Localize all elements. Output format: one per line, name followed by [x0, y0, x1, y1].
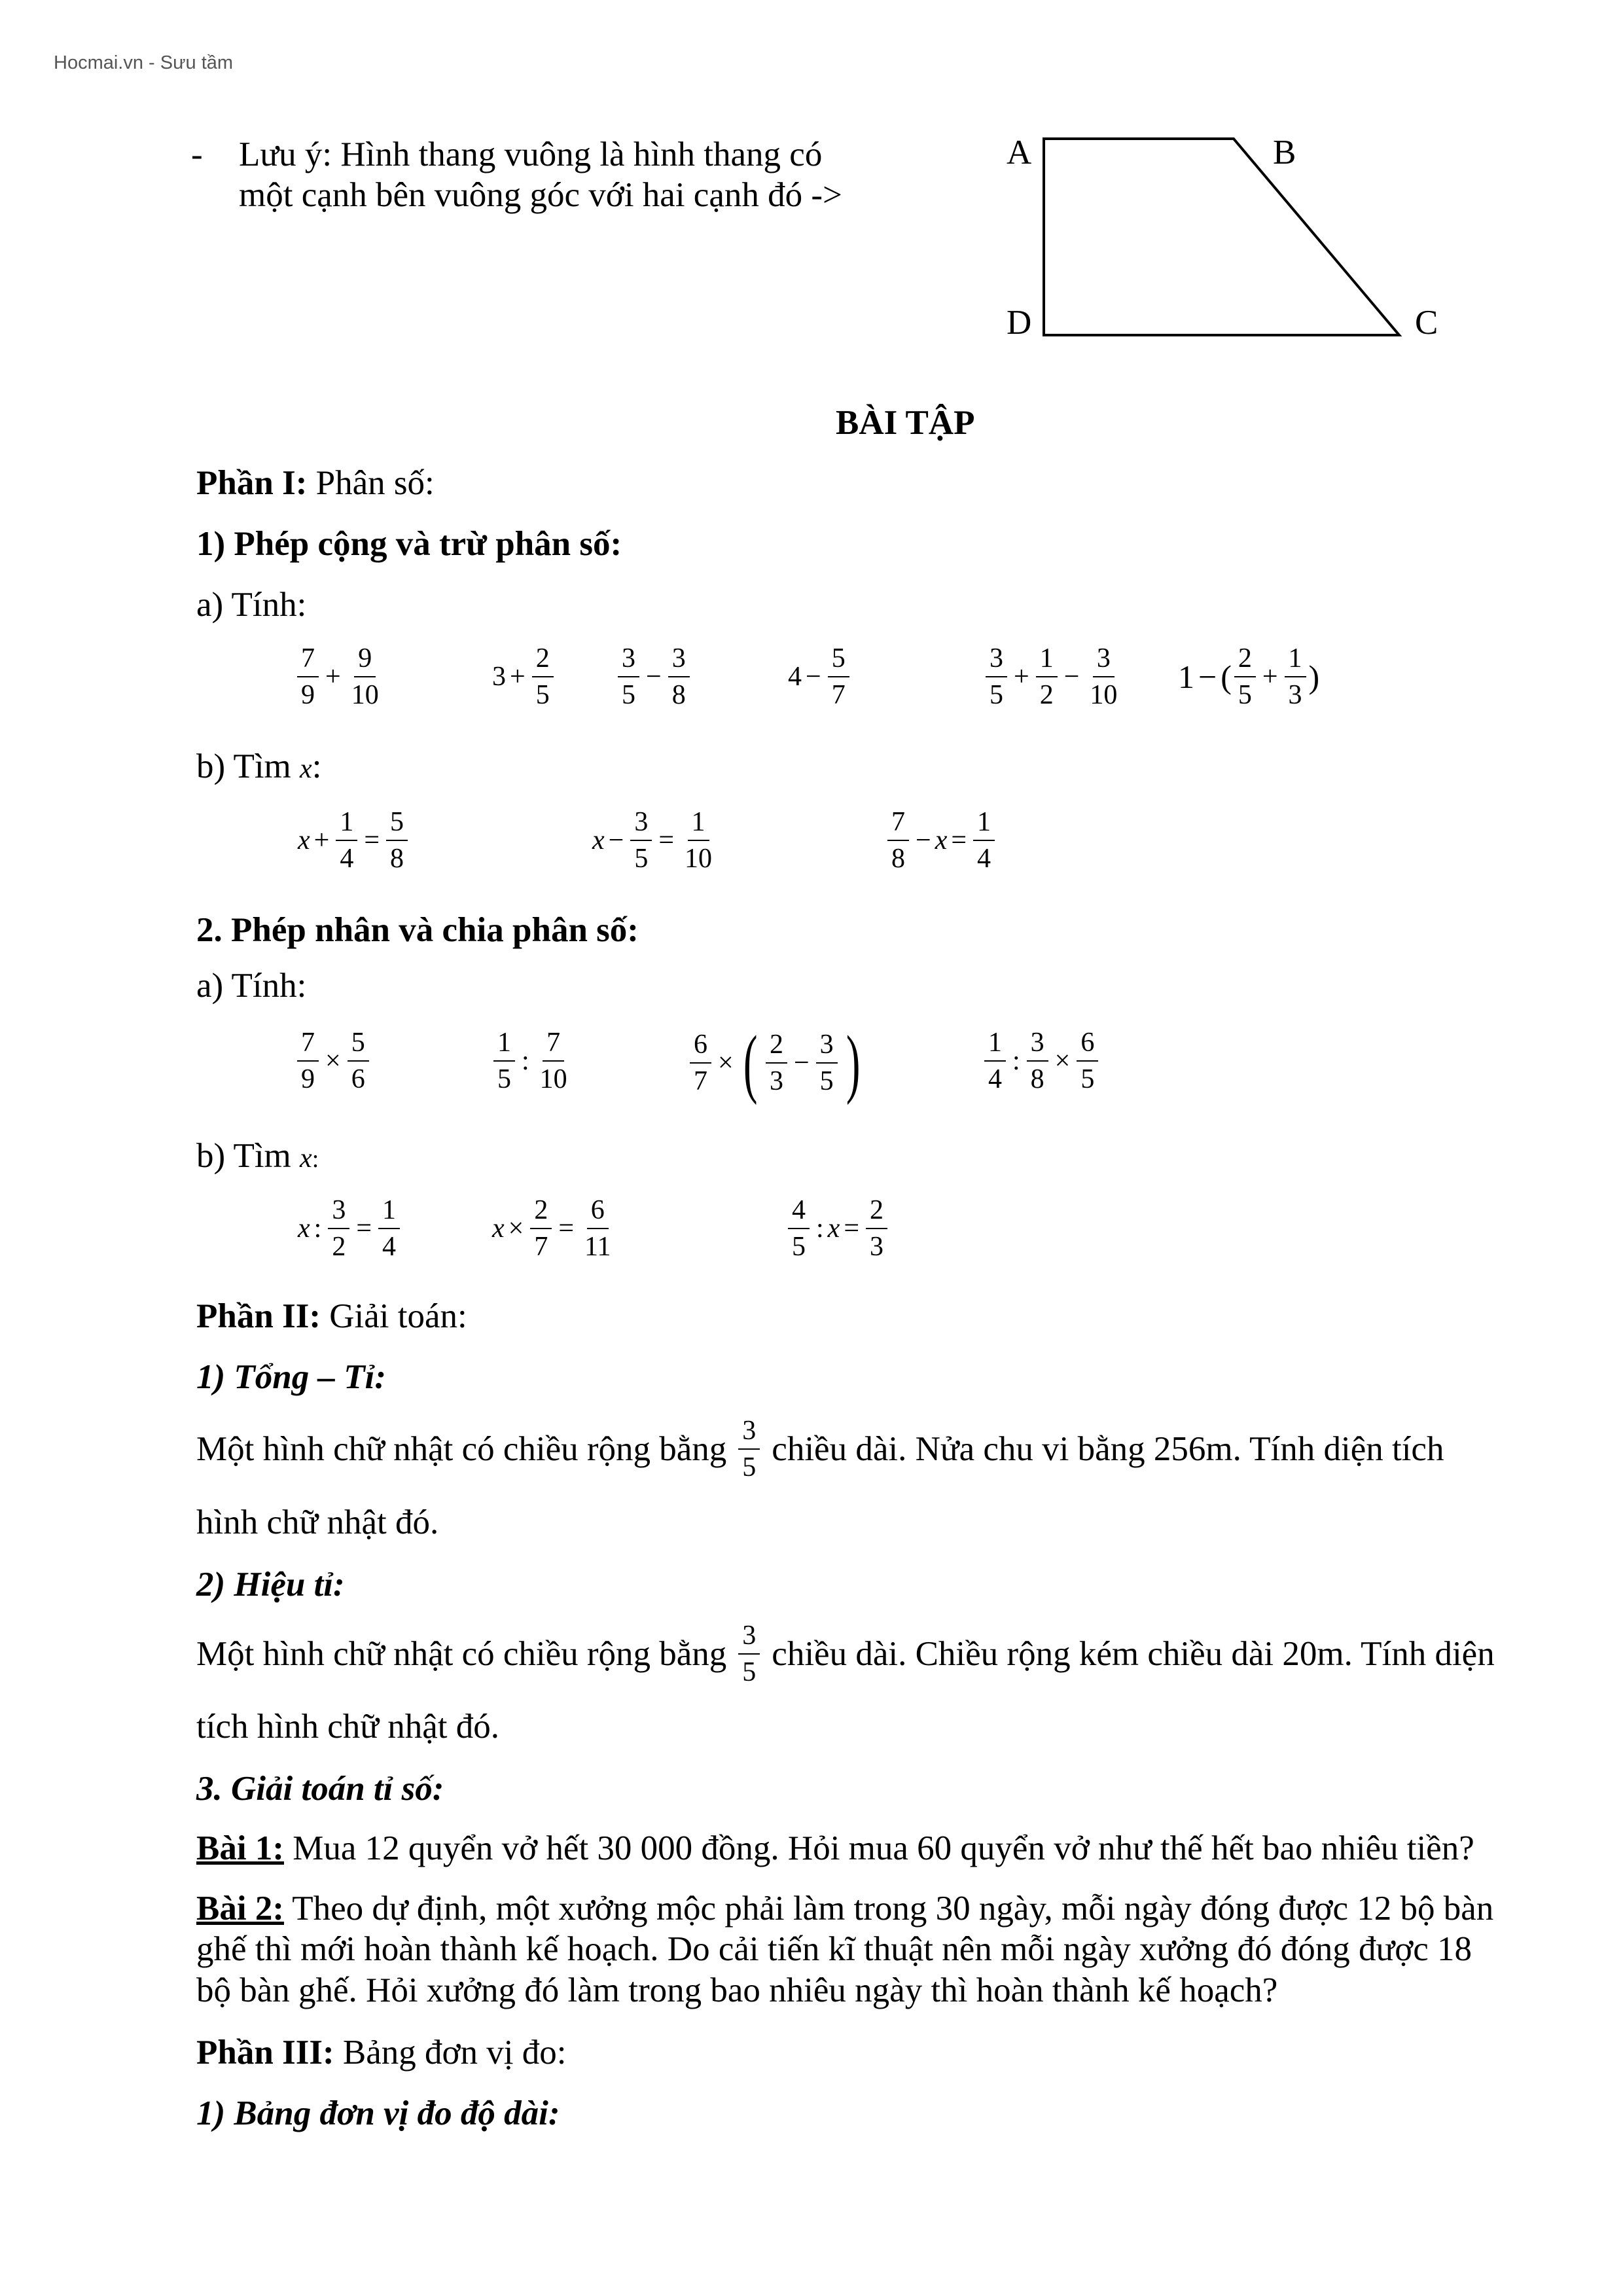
vertex-b-label: B	[1273, 134, 1296, 171]
fraction	[297, 1029, 319, 1093]
part2-text: Giải toán:	[320, 1297, 467, 1335]
fraction	[348, 645, 383, 709]
numerator: 2	[866, 1196, 887, 1229]
denominator: 11	[584, 1232, 611, 1262]
numerator: 5	[386, 808, 408, 841]
expr-2a-4	[982, 1029, 1101, 1093]
fraction	[1234, 645, 1256, 709]
equals: =	[364, 825, 380, 855]
fraction	[681, 808, 716, 872]
numerator: 7	[297, 1029, 319, 1062]
numerator: 2	[530, 1196, 552, 1229]
denominator: 10	[351, 680, 379, 710]
numerator: 6	[587, 1196, 609, 1229]
bai2-label: Bài 2:	[196, 1890, 284, 1928]
problem-text: chiều dài. Chiều rộng kém chiều dài 20m. Tính diện	[772, 1634, 1495, 1673]
operator: :	[522, 1046, 529, 1076]
expr-1a-3	[615, 645, 692, 709]
fraction	[530, 1196, 552, 1261]
note-line-2: một cạnh bên vuông góc với hai cạnh đó ->	[239, 176, 842, 214]
left-paren: (	[1221, 658, 1232, 695]
operator: :	[313, 1213, 322, 1244]
operator: ×	[718, 1048, 734, 1078]
part3-heading	[196, 2036, 566, 2070]
fraction	[328, 1196, 349, 1261]
expr-1b-1	[298, 808, 410, 872]
operator: −	[916, 825, 931, 855]
denominator: 5	[1080, 1064, 1095, 1094]
equals: =	[951, 825, 967, 855]
fraction	[1077, 1029, 1098, 1093]
bai1	[196, 1831, 1474, 1866]
denominator: 4	[977, 844, 991, 874]
part3-text: Bảng đơn vị đo:	[334, 2034, 567, 2072]
whole-number: 4	[788, 662, 802, 692]
whole-number: 3	[492, 662, 506, 692]
denominator: 5	[819, 1066, 834, 1096]
problem-text: Một hình chữ nhật có chiều rộng bằng	[196, 1634, 727, 1673]
part2-label: Phần II:	[196, 1297, 321, 1335]
denominator: 3	[870, 1232, 884, 1262]
denominator: 9	[301, 1064, 315, 1094]
denominator: 5	[1238, 680, 1252, 710]
bai1-label: Bài 1:	[196, 1829, 284, 1867]
operator: −	[1063, 662, 1080, 692]
numerator: 3	[738, 1417, 760, 1450]
right-trapezoid-figure	[982, 118, 1479, 353]
equals: =	[356, 1213, 372, 1244]
operator: +	[313, 825, 330, 855]
fraction	[973, 808, 995, 872]
fraction	[828, 645, 849, 709]
variable-x: x	[492, 1213, 505, 1244]
fraction	[1036, 645, 1058, 709]
operator: +	[1262, 662, 1278, 692]
numerator: 5	[348, 1029, 369, 1062]
denominator: 7	[831, 680, 846, 710]
fraction	[580, 1196, 615, 1261]
whole-number: 1	[1178, 658, 1194, 695]
fraction	[348, 1029, 369, 1093]
part2-heading	[196, 1299, 467, 1334]
part2-s1-heading: 1) Tổng – Tỉ:	[196, 1358, 386, 1396]
denominator: 3	[769, 1066, 783, 1096]
part2-s2-line1	[196, 1622, 1495, 1686]
vertex-a-label: A	[1007, 134, 1032, 171]
denominator: 6	[351, 1064, 365, 1094]
denominator: 9	[301, 680, 315, 710]
bai2-text: Theo dự định, một xưởng mộc phải làm trong 30 ngày, mỗi ngày đóng được 12 bộ bàn	[283, 1890, 1494, 1928]
expr-2a-3	[687, 1020, 866, 1105]
part1-heading	[196, 466, 435, 501]
part2-s3-heading: 3. Giải toán tỉ số:	[196, 1770, 444, 1808]
equals: =	[658, 825, 675, 855]
numerator: 9	[354, 645, 376, 677]
fraction	[1027, 1029, 1048, 1093]
denominator: 2	[1039, 680, 1054, 710]
operator: −	[793, 1048, 810, 1078]
expr-2b-3	[785, 1196, 890, 1261]
expr-1a-1	[294, 645, 385, 709]
expr-1b-3	[885, 808, 997, 872]
operator: ×	[508, 1213, 524, 1244]
vertex-d-label: D	[1007, 304, 1032, 342]
denominator: 7	[534, 1232, 548, 1262]
expr-2a-1	[294, 1029, 372, 1093]
operator: −	[806, 662, 821, 692]
fraction	[788, 1196, 810, 1261]
numerator: 2	[766, 1031, 787, 1064]
numerator: 1	[688, 808, 709, 841]
fraction	[668, 645, 690, 709]
vertex-c-label: C	[1415, 304, 1438, 342]
variable-x: x	[935, 825, 948, 855]
denominator: 8	[390, 844, 404, 874]
variable-x: x	[298, 825, 310, 855]
part1-s1-a-label: a) Tính:	[196, 586, 307, 624]
fraction	[536, 1029, 571, 1093]
denominator: 5	[634, 844, 649, 874]
page-title: BÀI TẬP	[836, 404, 975, 442]
fraction	[378, 1196, 400, 1261]
fraction	[986, 645, 1007, 709]
b-label-text: b) Tìm	[196, 747, 300, 785]
denominator: 5	[622, 680, 635, 710]
expr-2b-1	[298, 1196, 402, 1261]
numerator: 4	[788, 1196, 810, 1229]
fraction	[532, 645, 554, 709]
part1-s2-b-label	[196, 1139, 319, 1174]
numerator: 1	[984, 1029, 1006, 1062]
denominator: 4	[988, 1064, 1002, 1094]
denominator: 5	[990, 680, 1003, 710]
operator: +	[325, 662, 341, 692]
fraction	[493, 1029, 515, 1093]
bai2-line2: ghế thì mới hoàn thành kế hoạch. Do cải tiến kĩ thuật nên mỗi ngày xưởng đó đóng được 18	[196, 1930, 1472, 1968]
numerator: 1	[378, 1196, 400, 1229]
watermark: Hocmai.vn - Sưu tầm	[54, 52, 234, 73]
part1-s2-heading: 2. Phép nhân và chia phân số:	[196, 911, 639, 949]
fraction	[297, 645, 319, 709]
denominator: 4	[382, 1232, 397, 1262]
part2-s2-heading: 2) Hiệu tỉ:	[196, 1566, 345, 1604]
fraction	[738, 1622, 760, 1686]
fraction	[386, 808, 408, 872]
denominator: 5	[497, 1064, 511, 1094]
numerator: 1	[336, 808, 357, 841]
numerator: 3	[738, 1622, 760, 1655]
bai1-text: Mua 12 quyển vở hết 30 000 đồng. Hỏi mua 60 quyển vở như thế hết bao nhiêu tiền?	[283, 1829, 1474, 1867]
part1-s1-heading: 1) Phép cộng và trừ phân số:	[196, 525, 622, 563]
denominator: 4	[340, 844, 354, 874]
expr-1a-4	[788, 645, 852, 709]
numerator: 3	[668, 645, 690, 677]
note-line-1: Lưu ý: Hình thang vuông là hình thang có	[239, 135, 823, 173]
numerator: 3	[1027, 1029, 1048, 1062]
denominator: 3	[1288, 680, 1302, 710]
numerator: 3	[986, 645, 1007, 677]
operator: ×	[325, 1046, 341, 1076]
fraction	[766, 1031, 787, 1095]
b-label-text: b) Tìm	[196, 1137, 300, 1175]
denominator: 8	[1030, 1064, 1044, 1094]
expr-1a-2	[492, 645, 556, 709]
expr-1a-5	[983, 645, 1124, 709]
fraction	[866, 1196, 887, 1261]
part1-label: Phần I:	[196, 464, 308, 502]
numerator: 5	[828, 645, 849, 677]
variable-x: x	[300, 754, 312, 784]
operator: +	[1014, 662, 1029, 692]
bai2-line1	[196, 1892, 1493, 1926]
fraction	[690, 1031, 711, 1095]
numerator: 3	[630, 808, 652, 841]
colon: :	[312, 1145, 319, 1173]
numerator: 6	[1077, 1029, 1098, 1062]
numerator: 7	[887, 808, 909, 841]
fraction	[630, 808, 652, 872]
numerator: 1	[973, 808, 995, 841]
variable-x: x	[592, 825, 605, 855]
expr-1a-6	[1178, 645, 1319, 709]
numerator: 2	[532, 645, 554, 677]
variable-x: x	[827, 1213, 840, 1244]
numerator: 6	[690, 1031, 711, 1064]
equals: =	[844, 1213, 860, 1244]
part3-s1-heading: 1) Bảng đơn vị đo độ dài:	[196, 2094, 560, 2132]
denominator: 7	[694, 1066, 707, 1096]
note-dash: -	[191, 135, 203, 173]
numerator: 7	[297, 645, 319, 677]
numerator: 3	[816, 1031, 838, 1064]
colon: :	[312, 747, 322, 785]
denominator: 5	[792, 1232, 806, 1262]
fraction	[1285, 645, 1306, 709]
fraction	[887, 808, 909, 872]
fraction	[1086, 645, 1121, 709]
denominator: 10	[539, 1064, 567, 1094]
numerator: 1	[1285, 645, 1306, 677]
part2-s1-line2: hình chữ nhật đó.	[196, 1503, 439, 1541]
operator: +	[510, 662, 526, 692]
problem-text: Một hình chữ nhật có chiều rộng bằng	[196, 1429, 727, 1468]
operator: :	[816, 1213, 824, 1244]
fraction	[738, 1417, 760, 1481]
numerator: 1	[1036, 645, 1058, 677]
fraction	[336, 808, 357, 872]
numerator: 3	[328, 1196, 349, 1229]
problem-text: chiều dài. Nửa chu vi bằng 256m. Tính diện tích	[772, 1429, 1444, 1468]
part2-s2-line2: tích hình chữ nhật đó.	[196, 1708, 499, 1746]
numerator: 1	[493, 1029, 515, 1062]
expr-2b-2	[492, 1196, 617, 1261]
expr-2a-2	[491, 1029, 574, 1093]
operator: :	[1012, 1046, 1020, 1076]
denominator: 5	[742, 1657, 757, 1687]
denominator: 10	[1090, 680, 1118, 710]
part1-text: Phân số:	[307, 464, 435, 502]
left-paren: (	[743, 1020, 758, 1105]
variable-x: x	[300, 1143, 312, 1174]
variable-x: x	[298, 1213, 310, 1244]
operator: ×	[1054, 1046, 1071, 1076]
right-paren: )	[846, 1020, 861, 1105]
denominator: 8	[671, 680, 686, 710]
fraction	[984, 1029, 1006, 1093]
numerator: 3	[618, 645, 639, 677]
trapezoid-shape	[1044, 139, 1399, 335]
denominator: 5	[742, 1452, 757, 1482]
denominator: 2	[332, 1232, 346, 1262]
part1-s2-a-label: a) Tính:	[196, 967, 307, 1005]
part1-s1-b-label	[196, 749, 321, 784]
operator: −	[1198, 658, 1217, 695]
part2-s1-line1	[196, 1417, 1444, 1481]
expr-1b-2	[592, 808, 719, 872]
numerator: 7	[543, 1029, 564, 1062]
equals: =	[558, 1213, 575, 1244]
operator: −	[608, 825, 624, 855]
part3-label: Phần III:	[196, 2034, 334, 2072]
fraction	[816, 1031, 838, 1095]
denominator: 10	[685, 844, 713, 874]
bai2-line3: bộ bàn ghế. Hỏi xưởng đó làm trong bao nhiêu ngày thì hoàn thành kế hoạch?	[196, 1971, 1278, 2009]
numerator: 2	[1234, 645, 1256, 677]
numerator: 3	[1093, 645, 1115, 677]
right-paren: )	[1308, 658, 1320, 695]
denominator: 8	[891, 844, 905, 874]
fraction	[618, 645, 639, 709]
denominator: 5	[535, 680, 550, 710]
operator: −	[646, 662, 662, 692]
